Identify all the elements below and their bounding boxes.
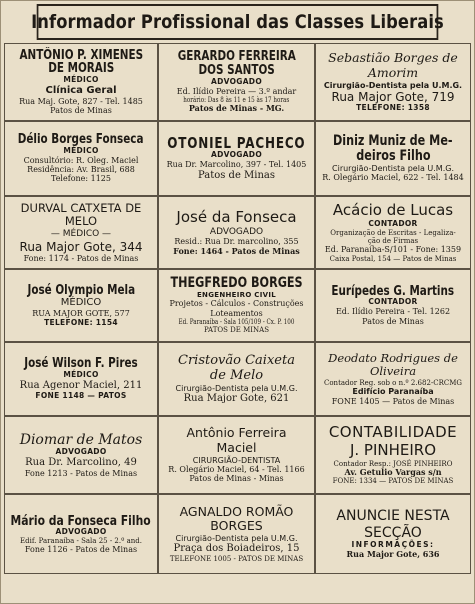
- ad-name: Antônio Ferreira: [186, 425, 287, 441]
- ad-line: Patos de Minas: [197, 169, 276, 181]
- ad-card: [315, 342, 471, 416]
- ad-profession: MÉDICO: [63, 74, 99, 84]
- ad-line: FONE: 1334 — PATOS DE MINAS: [332, 477, 454, 486]
- ad-line: Fone 1126 - Patos de Minas: [24, 544, 138, 554]
- ad-line: TELEFONE: 1358: [356, 103, 430, 113]
- ad-card: [315, 494, 471, 574]
- ad-name: José Olympio Mela: [27, 282, 135, 298]
- ad-line: Fone 1213 - Patos de Minas: [24, 468, 138, 478]
- ad-line: FONE 1148 — PATOS: [35, 390, 127, 400]
- ad-profession: ADVOGADO: [55, 447, 107, 457]
- ad-profession: ADVOGADO: [210, 150, 263, 160]
- ad-profession: — MÉDICO —: [50, 228, 112, 239]
- ad-card: [158, 269, 315, 342]
- ad-line: Patos de Minas: [50, 105, 112, 115]
- ad-line: Ed. Ilídio Pereira - Tel. 1262: [335, 307, 451, 317]
- ad-line: Av. Getulio Vargas s/n: [344, 466, 442, 477]
- ad-card: [4, 43, 158, 121]
- ad-card: [158, 43, 315, 121]
- ad-card: [315, 43, 471, 121]
- ad-line: Fone: 1464 - Patos de Minas: [173, 245, 300, 256]
- ad-profession: MÉDICO: [63, 145, 99, 155]
- ad-card: [4, 121, 158, 196]
- ad-profession: ADVOGADO: [209, 226, 264, 237]
- ad-line: Praça dos Boiadeiros, 15: [173, 543, 300, 555]
- ad-name: AGNALDO ROMÃO: [179, 503, 294, 519]
- ad-name: MELO: [64, 214, 98, 229]
- ad-card: [4, 342, 158, 416]
- ad-name: Cristovão Caixeta: [178, 353, 295, 369]
- ad-line: ção de Firmas: [367, 236, 419, 245]
- ad-line: Rua Major Gote, 621: [183, 393, 290, 405]
- ad-line: PATOS DE MINAS: [203, 326, 270, 335]
- ad-profession: Cirurgião-Dentista pela U.M.G.: [175, 534, 298, 543]
- ad-name: Amorim: [367, 64, 419, 80]
- ad-name: DE MORAIS: [48, 61, 114, 77]
- ad-name: SECÇÃO: [364, 524, 422, 541]
- ad-card: [315, 416, 471, 494]
- ad-line: Loteamentos: [210, 308, 263, 318]
- ad-line: R. Olegário Maciel, 622 - Tel. 1484: [322, 173, 464, 183]
- ad-name: deiros Filho: [355, 148, 431, 165]
- ad-card: [315, 196, 471, 269]
- ad-profession: MÉDICO: [60, 297, 102, 309]
- ad-line: Rua Maj. Gote, 827 - Tel. 1485: [19, 96, 143, 106]
- ad-line: Patos de Minas - Minas: [189, 474, 284, 484]
- ad-name: Diniz Muniz de Me-: [333, 133, 453, 150]
- ad-name: Diomar de Matos: [19, 431, 143, 448]
- ad-line: FONE 1405 — Patos de Minas: [331, 396, 455, 406]
- ad-card: [158, 342, 315, 416]
- ad-profession: CONTADOR: [368, 297, 418, 307]
- ad-profession: INFORMAÇÕES:: [351, 540, 435, 550]
- ad-profession: Contador Resp.: JOSÉ PINHEIRO: [333, 459, 453, 468]
- ad-card: [4, 416, 158, 494]
- ad-line: Ed. Paranaíba - Sala 105/109 - Cx. P. 100: [178, 318, 295, 327]
- ad-card: [4, 196, 158, 269]
- ad-profession: Cirurgião-Dentista pela U.M.G.: [332, 163, 454, 173]
- ad-line: Rua Major Gote, 344: [19, 239, 143, 254]
- ad-line: Rua Dr. Marcolino, 397 - Tel. 1405: [166, 160, 307, 170]
- ad-card: [315, 121, 471, 196]
- ad-line: Ed. Ilídio Pereira — 3.º andar: [176, 86, 297, 96]
- ad-card: [158, 121, 315, 196]
- ad-name: Eurípedes G. Martins: [331, 283, 455, 299]
- ad-name: BORGES: [210, 518, 263, 534]
- ad-line: R. Olegário Maciel, 64 - Tel. 1166: [168, 465, 305, 475]
- ad-line: Organização de Escritas - Legaliza-: [330, 228, 456, 237]
- ad-name: OTONIEL PACHECO: [167, 133, 306, 152]
- page-title: Informador Profissional das Classes Liberais: [37, 4, 439, 40]
- ad-line: Patos de Minas - MG.: [188, 103, 285, 114]
- ad-line: Projetos - Cálculos - Construções: [169, 299, 304, 309]
- ad-line: Edifício Paranaíba: [352, 387, 434, 397]
- ad-line: Patos de Minas: [362, 316, 424, 326]
- ad-name: CONTABILIDADE: [328, 423, 458, 442]
- ad-name: Acácio de Lucas: [332, 201, 454, 220]
- ad-name: THEGFREDO BORGES: [170, 275, 303, 292]
- ad-name: Mário da Fonseca Filho: [10, 512, 152, 529]
- ad-card: [315, 269, 471, 342]
- ad-name: Oliveira: [369, 364, 417, 379]
- ad-name: Maciel: [216, 439, 257, 455]
- ad-line: TELEFONE: 1154: [44, 317, 118, 327]
- ad-line: TELEFONE 1005 - PATOS DE MINAS: [169, 555, 304, 564]
- ad-line: RUA MAJOR GOTE, 577: [32, 309, 130, 319]
- ad-line: Consultório: R. Oleg. Maciel: [23, 155, 139, 165]
- ad-name: DOS SANTOS: [198, 63, 275, 79]
- ad-card: [4, 269, 158, 342]
- ad-line: Rua Agenor Maciel, 211: [19, 379, 143, 391]
- ad-name: ANUNCIE NESTA: [336, 508, 450, 525]
- ad-profession: Contador Reg. sob o n.º 2.682-CRCMG: [323, 379, 463, 387]
- ad-profession: MÉDICO: [63, 370, 99, 380]
- ad-name: GERARDO FERREIRA: [177, 49, 296, 65]
- ad-profession: ADVOGADO: [55, 526, 107, 536]
- ad-name: ANTÔNIO P. XIMENES: [19, 47, 143, 63]
- ad-line: Ed. Paranaíba-S/101 - Fone: 1359: [324, 245, 462, 255]
- ad-profession: Cirurgião-Dentista pela U.M.G.: [175, 383, 298, 393]
- ad-card: [4, 494, 158, 574]
- ad-card: [158, 416, 315, 494]
- ad-name: J. PINHEIRO: [349, 441, 437, 460]
- ad-name: Délio Borges Fonseca: [18, 132, 144, 148]
- ad-line: Fone: 1174 - Patos de Minas: [23, 253, 139, 263]
- ad-profession: CONTADOR: [368, 218, 418, 228]
- ad-line: Rua Dr. Marcolino, 49: [25, 457, 137, 469]
- ad-profession: CIRURGIÃO-DENTISTA: [192, 455, 281, 465]
- ad-name: DURVAL CATXETA DE: [20, 200, 142, 215]
- ad-line: Telefone: 1125: [50, 174, 111, 184]
- ad-profession: ADVOGADO: [210, 76, 263, 86]
- ad-line: Caixa Postal, 154 — Patos de Minas: [329, 254, 457, 263]
- ad-name: José Wilson F. Pires: [24, 356, 138, 372]
- ad-name: José da Fonseca: [176, 207, 297, 226]
- ad-line: Residência: Av. Brasil, 688: [27, 165, 135, 175]
- ad-card: [158, 494, 315, 574]
- ad-line: Rua Major Gote, 636: [346, 549, 440, 560]
- ad-card: [158, 196, 315, 269]
- ad-line: Resid.: Rua Dr. marcolino, 355: [174, 237, 299, 247]
- ad-name: Sebastião Borges de: [328, 50, 458, 66]
- ad-line: Clínica Geral: [45, 84, 117, 96]
- ad-profession: ENGENHEIRO CIVIL: [196, 291, 277, 300]
- ad-line: Rua Major Gote, 719: [331, 89, 455, 104]
- ad-profession: Cirurgião-Dentista pela U.M.G.: [323, 80, 463, 90]
- ad-name: de Melo: [209, 368, 264, 384]
- ad-line: Edif. Paranaíba - Sala 25 - 2.º and.: [19, 536, 142, 545]
- ad-line: horário: Das 8 às 11 e 15 às 17 horas: [183, 95, 290, 104]
- professional-directory: [4, 43, 471, 601]
- ad-name: Deodato Rodrigues de: [328, 350, 458, 365]
